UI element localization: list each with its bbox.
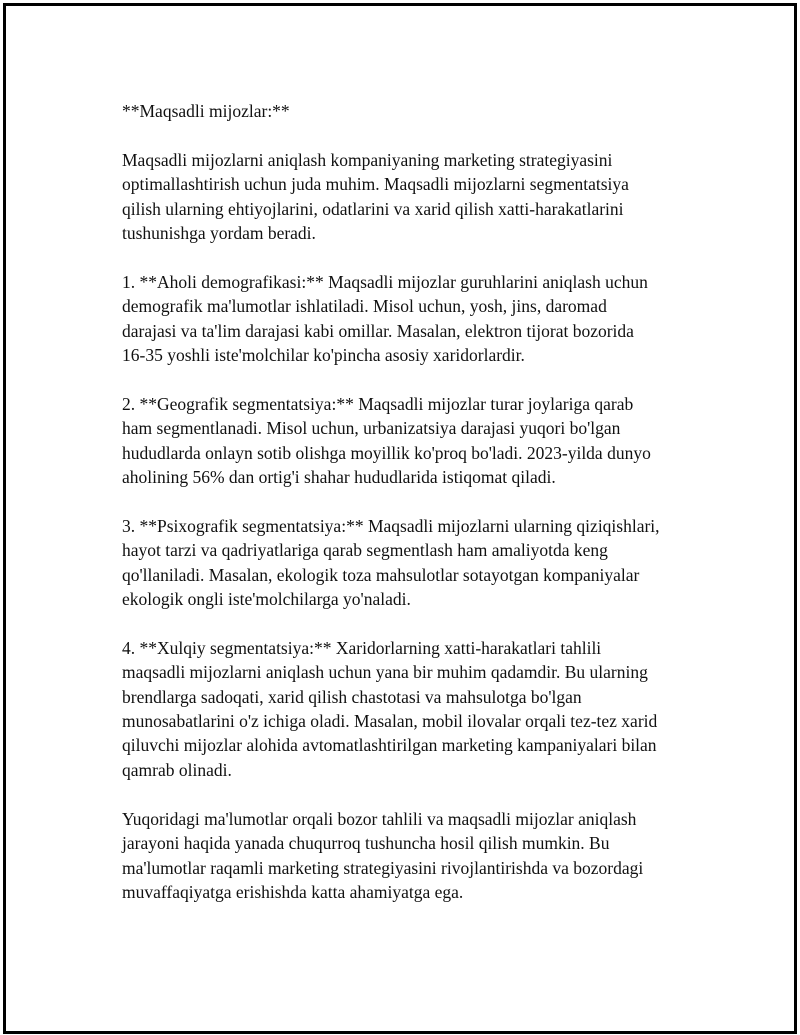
paragraph-behavioral: [122, 636, 712, 782]
paragraph-demographics: [122, 270, 712, 368]
text-line: darajasi va ta'lim darajasi kabi omillar. Masalan, elektron tijorat bozorida: [122, 320, 634, 341]
text-line: demografik ma'lumotlar ishlatiladi. Misol uchun, yosh, jins, daromad: [122, 296, 607, 317]
text-line: qo'llaniladi. Masalan, ekologik toza mahsulotlar sotayotgan kompaniyalar: [122, 564, 640, 585]
text-line: 4. **Xulqiy segmentatsiya:** Xaridorlarning xatti-harakatlari tahlili: [122, 637, 602, 658]
text-line: qiluvchi mijozlar alohida avtomatlashtirilgan marketing kampaniyalari bilan: [122, 735, 657, 756]
paragraph-geographic: [122, 392, 712, 490]
text-line: optimallashtirish uchun juda muhim. Maqsadli mijozlarni segmentatsiya: [122, 174, 629, 195]
document-body: [122, 99, 712, 929]
text-line: munosabatlarini o'z ichiga oladi. Masalan, mobil ilovalar orqali tez-tez xarid: [122, 711, 658, 732]
text-line: Yuqoridagi ma'lumotlar orqali bozor tahlili va maqsadli mijozlar aniqlash: [122, 808, 637, 829]
paragraph-intro: [122, 148, 712, 246]
paragraph-psychographic: [122, 514, 712, 612]
text-line: 3. **Psixografik segmentatsiya:** Maqsadli mijozlarni ularning qiziqishlari,: [122, 515, 660, 536]
text-line: tushunishga yordam beradi.: [122, 223, 316, 244]
heading-line: **Maqsadli mijozlar:**: [122, 101, 290, 121]
text-line: 1. **Aholi demografikasi:** Maqsadli mijozlar guruhlarini aniqlash uchun: [122, 271, 648, 292]
page-frame: [3, 3, 797, 1034]
paragraph-conclusion: [122, 807, 712, 905]
text-line: 2. **Geografik segmentatsiya:** Maqsadli mijozlar turar joylariga qarab: [122, 393, 634, 414]
text-line: qilish ularning ehtiyojlarini, odatlarini va xarid qilish xatti-harakatlarini: [122, 198, 624, 219]
text-line: qamrab olinadi.: [122, 759, 232, 780]
text-line: muvaffaqiyatga erishishda katta ahamiyatga ega.: [122, 881, 464, 902]
text-line: 16-35 yoshli iste'molchilar ko'pincha asosiy xaridorlardir.: [122, 345, 525, 366]
text-line: Maqsadli mijozlarni aniqlash kompaniyaning marketing strategiyasini: [122, 149, 613, 170]
text-line: brendlarga sadoqati, xarid qilish chastotasi va mahsulotga bo'lgan: [122, 686, 582, 707]
document-heading: [122, 99, 712, 123]
text-line: ekologik ongli iste'molchilarga yo'naladi.: [122, 589, 411, 610]
text-line: jarayoni haqida yanada chuqurroq tushuncha hosil qilish mumkin. Bu: [122, 833, 610, 854]
text-line: aholining 56% dan ortig'i shahar hududlarida istiqomat qiladi.: [122, 467, 556, 488]
text-line: ma'lumotlar raqamli marketing strategiyasini rivojlantirishda va bozordagi: [122, 857, 644, 878]
text-line: maqsadli mijozlarni aniqlash uchun yana bir muhim qadamdir. Bu ularning: [122, 662, 648, 683]
text-line: hayot tarzi va qadriyatlariga qarab segmentlash ham amaliyotda keng: [122, 540, 608, 561]
text-line: ham segmentlanadi. Misol uchun, urbanizatsiya darajasi yuqori bo'lgan: [122, 418, 621, 439]
text-line: hududlarda onlayn sotib olishga moyillik ko'proq bo'ladi. 2023-yilda dunyo: [122, 442, 651, 463]
